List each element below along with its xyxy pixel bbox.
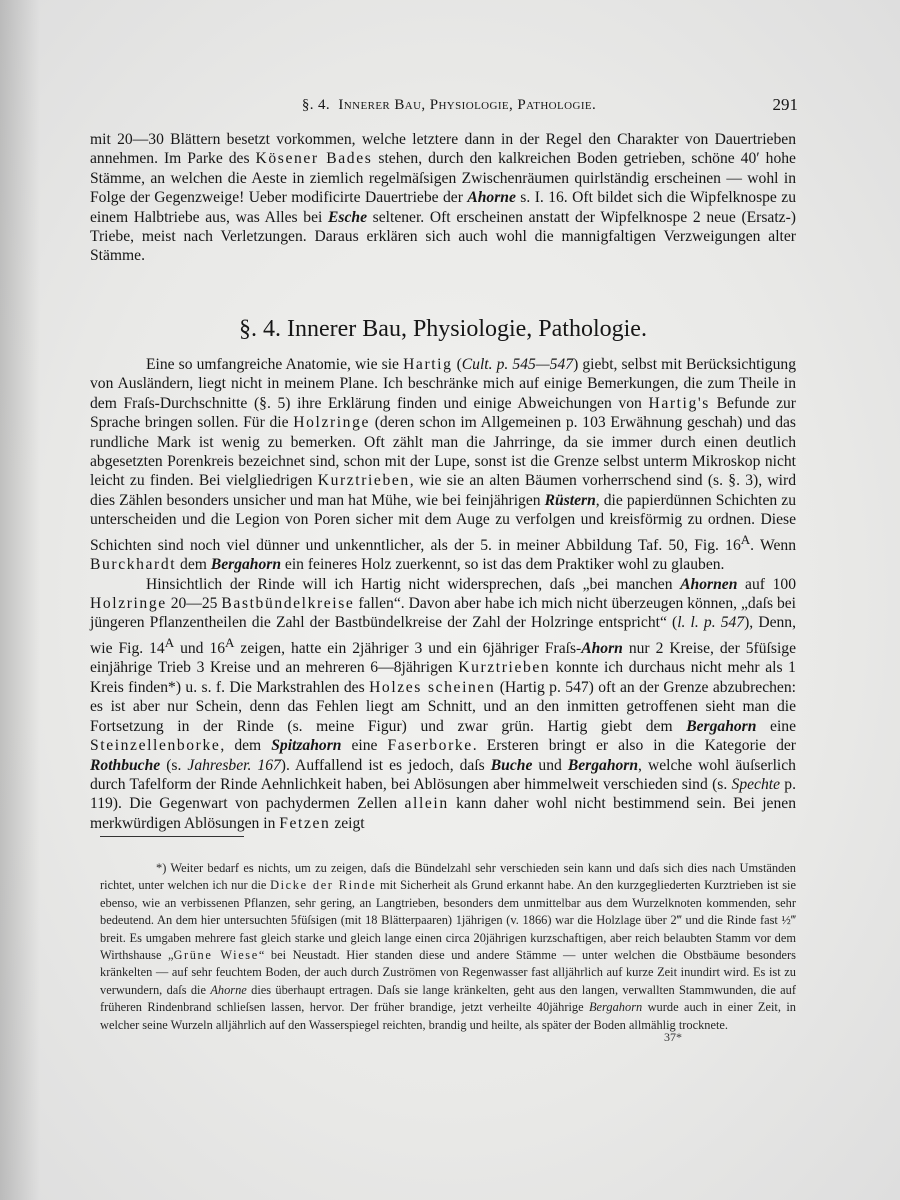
footnote-divider bbox=[100, 836, 244, 837]
footnote: *) Weiter bedarf es nichts, um zu zeigen, daſs die Bündelzahl sehr verschieden sein kann und daſs sich dies nach Umständen richtet, unter welchen ich nur die Dicke der Rinde mit Sicherheit als Grund erkannt habe. An den kurzgegliederten Kurztrieben ist sie ebenso, wie an verbissenen Pflanzen, sehr gering, an Langtrieben, besonders dem unmittelbar aus dem Wurzelknoten kommenden, sehr bedeutend. An dem hier untersuchten 5füſsigen (mit 18 Blätterpaaren) 1jährigen (v. 1866) war die Holzlage über 2‴ und die Rinde fast ½‴ breit. Es umgaben mehrere fast gleich starke und gleich lange einen circa 20jährigen kurzschaftigen, aber reich belaubten Stamm vor dem Wirthshause „Grüne Wiese“ bei Neustadt. Hier standen diese und andere Stämme — unter welchen die Obstbäume besonders kränkelten — auf sehr feuchtem Boden, der auch durch Zuströmen von Regenwasser fast alljährlich auf kurze Zeit inundirt wird. Es ist zu verwundern, daſs die Ahorne dies überhaupt ertragen. Daſs sie lange kränkelten, geht aus den langen, verwallten Stammwunden, die auf früheren Rindenbrand schlieſsen lassen, hervor. Der früher brandige, jetzt verheilte 40jährige Bergahorn wurde auch in einer Zeit, in welcher seine Wurzeln alljährlich auf den Wasserspiegel reichten, brandig und heilte, als später der Boden allmählig trocknete. bbox=[100, 861, 796, 1032]
paragraph-rinde: Hinsichtlich der Rinde will ich Hartig nicht widersprechen, daſs „bei manchen Ahornen auf 100 Holzringe 20—25 Bastbündelkreise fallen“. Davon aber habe ich mich nicht überzeugen können, „daſs bei jüngeren Pflanzentheilen die Zahl der Bastbündelkreise der Zahl der Holzringe entspricht“ (l. l. p. 547), Denn, wie Fig. $14^A$ und $16^A$ zeigen, hatte ein 2jähriger 3 und ein 6jähriger Fraſs-Ahorn nur 2 Kreise, der 5füſsige einjährige Trieb 3 Kreise und an mehreren 6—8jährigen Kurztrieben konnte ich durchaus nicht mehr als 1 Kreis finden*) u. s. f. Die Markstrahlen des Holzes scheinen (Hartig p. 547) oft an der Grenze abzubrechen: es ist aber nur Schein, denn das Fehlen liegt am Schnitt, und an den inmitten getroffenen sieht man die Fortsetzung in der Rinde (s. meine Figur) und zwar grün. Hartig giebt dem Bergahorn eine Steinzellenborke, dem Spitzahorn eine Faserborke. Ersteren bringt er also in die Kategorie der Rothbuche (s. Jahresber. 167). Auffallend ist es jedoch, daſs Buche und Bergahorn, welche wohl äuſserlich durch Tafelform der Rinde Aehnlichkeit haben, bei Ablösungen aber himmelweit verschieden sind (s. Spechte p. 119). Die Gegenwart von pachydermen Zellen allein kann daher wohl nicht bestimmend sein. Bei jenen merkwürdigen Ablösungen in Fetzen zeigt bbox=[90, 575, 797, 832]
signature-mark: 37* bbox=[664, 1030, 682, 1044]
page-edge-shadow bbox=[0, 0, 40, 1200]
running-head-text: Innerer Bau, Physiologie, Pathologie. bbox=[338, 97, 597, 113]
running-head-title bbox=[100, 97, 798, 114]
section-body bbox=[90, 355, 796, 833]
page-number: 291 bbox=[772, 95, 798, 114]
paragraph-continuation: mit 20—30 Blättern besetzt vorkommen, welche letztere dann in der Regel den Charakter von Dauertrieben annehmen. Im Parke des Kösener Bades stehen, durch den kalkreichen Boden getrieben, schöne 40′ hohe Stämme, an welchen die Aeste in ziemlich regelmäſsigen Zwischenräumen quirlständig erscheinen — wohl in Folge der Gegenzweige! Ueber modificirte Dauertriebe der Ahorne s. I. 16. Oft bildet sich die Wipfelknospe zu einem Halbtriebe aus, was Alles bei Esche seltener. Oft erscheinen anstatt der Wipfelknospe 2 neue (Ersatz-) Triebe, meist nach Verletzungen. Daraus erklären sich auch wohl die mannigfaltigen Verzweigungen alter Stämme. bbox=[90, 131, 796, 265]
running-head bbox=[100, 97, 798, 121]
paragraph-anatomy: Eine so umfangreiche Anatomie, wie sie Hartig (Cult. p. 545—547) giebt, selbst mit Berücksichtigung von Ausländern, liegt nicht in meinem Plane. Ich beschränke mich auf einige Bemerkungen, die zum Theile in dem Fraſs-Durchschnitte (§. 5) ihre Erklärung finden und einige Abweichungen von Hartig's Befunde zur Sprache bringen sollen. Für die Holzringe (deren schon im Allgemeinen p. 103 Erwähnung geschah) und das rundliche Mark ist wenig zu bemerken. Oft zählt man die Jahrringe, da sie immer durch einen deutlich abgesetzten Porenkreis bezeichnet sind, schon mit der Lupe, sonst ist die Grenze selbst unterm Mikroskop nicht leicht zu finden. Bei vielgliedrigen Kurztrieben, wie sie an alten Bäumen vorherrschend sind (s. §. 3), wird dies Zählen besonders unsicher und man hat Mühe, wie bei feinjährigen Rüstern, die papierdünnen Schichten zu unterscheiden und die Legion von Poren sicher mit dem Auge zu verfolgen und kreisförmig zu ordnen. Diese Schichten sind noch viel dünner und unkenntlicher, als der 5. in meiner Abbildung Taf. 50, Fig. $16^A$. Wenn Burckhardt dem Bergahorn ein feineres Holz zuerkennt, so ist das dem Praktiker wohl zu glauben. bbox=[90, 356, 796, 574]
section-heading: §. 4. Innerer Bau, Physiologie, Pathologie. bbox=[239, 316, 647, 342]
running-head-section: §. 4. bbox=[301, 97, 331, 113]
